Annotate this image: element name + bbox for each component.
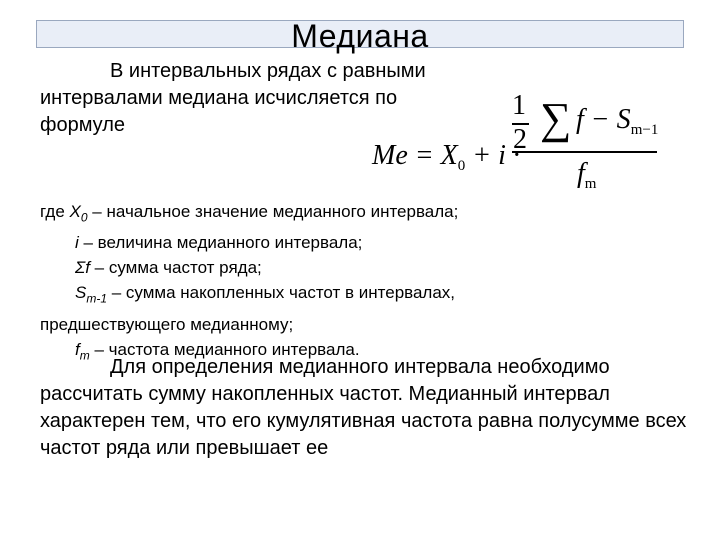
definition-i: i – величина медианного интервала; (75, 233, 363, 253)
definition-s-m1: $S_{m-1}$ – сумма накопленных частот в интервалах, (75, 283, 456, 306)
definition-s-m1-cont: предшествующего медианному; (40, 314, 294, 334)
formula-lhs: $Me = X_0 + i$ · (372, 140, 520, 174)
formula-denominator: $f_m$ (577, 158, 597, 192)
definition-sum-f: Σf – сумма частот ряда; (75, 258, 262, 278)
formula-fraction-bar (512, 151, 657, 153)
formula-sigma: ∑ (540, 94, 572, 143)
explanation-paragraph (40, 354, 690, 462)
formula-numerator: $f - S_{m-1}$ (576, 104, 659, 138)
intro-body: В интервальных рядах с равными интервалами медиана исчисляется по формуле (40, 60, 426, 136)
definitions-list (40, 199, 680, 368)
formula-half-numerator: 1 (512, 90, 526, 121)
definition-fm: $f_m$ – частота медианного интервала. (75, 339, 360, 363)
formula-half-denominator: 2 (513, 124, 527, 155)
explanation-body: Для определения медианного интервала необходимо рассчитать сумму накопленных частот. Медианный интервал характерен тем, что его кумулятивная частота равна полусумме всех частот ряда или превышает ее (40, 356, 687, 459)
slide-title: Медиана (291, 18, 429, 54)
definition-x0: где $X_0$ – начальное значение медианного интервала; (40, 202, 459, 225)
median-formula (372, 90, 692, 200)
